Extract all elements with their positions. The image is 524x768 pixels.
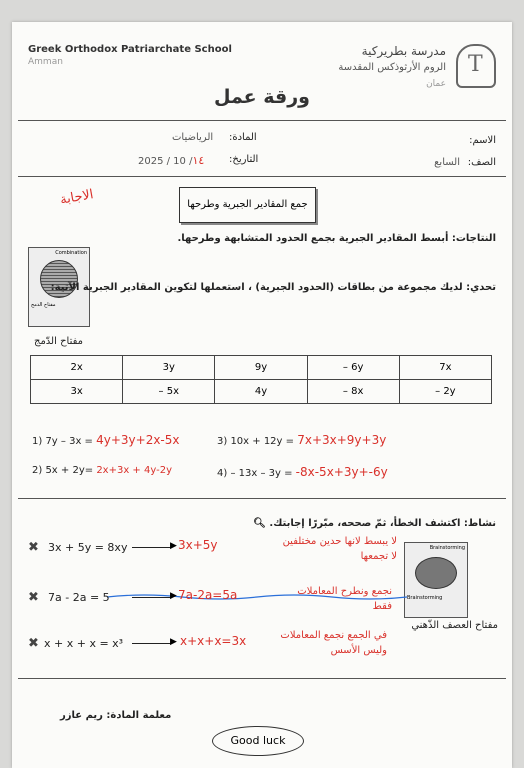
answer-note: الاجابة: [58, 187, 95, 208]
school-name-ar-2: الروم الأرثوذكس المقدسة: [338, 62, 446, 73]
terms-table: [30, 355, 492, 404]
cross-icon: ✖: [28, 636, 39, 651]
name-label: الاسم:: [469, 135, 496, 146]
equation-3: 3) 10x + 12y = 7x+3x+9y+3y: [217, 433, 387, 447]
city-ar: عمان: [426, 79, 446, 89]
brainstorm-card: [404, 542, 468, 618]
table-cell: 3x: [31, 380, 123, 404]
challenge-text: تحدي: لديك مجموعة من بطاقات (الحدود الجبرية) ، استعملها لتكوين المقادير الجبرية الآتية:: [50, 282, 496, 293]
table-cell: – 6y: [307, 356, 399, 380]
answer-2: 2x+3x + 4y-2y: [96, 465, 172, 476]
subject-label: المادة:: [229, 132, 257, 143]
table-cell: 3y: [123, 356, 215, 380]
answer-1: 4y+3y+2x-5x: [96, 433, 180, 447]
correction-3: x+x+x=3x: [180, 634, 247, 648]
answer-4: -8x-5x+3y+-6y: [295, 465, 388, 479]
wrong-statement-2: 7a - 2a = 5: [48, 591, 110, 604]
brain-icon: [415, 557, 457, 589]
reason-2: نجمع ونطرح المعاملات فقط: [297, 586, 392, 612]
class-label: الصف:: [467, 157, 496, 168]
date-day: ١٤: [192, 154, 205, 167]
good-luck-bubble: Good luck: [212, 726, 304, 756]
divider: [18, 678, 506, 679]
table-cell: 9y: [215, 356, 307, 380]
table-cell: – 5x: [123, 380, 215, 404]
wrong-statement-3: x + x + x = x³: [44, 637, 124, 650]
school-name-ar: مدرسة بطريركية: [361, 44, 446, 58]
class-value: السابع: [434, 157, 460, 168]
brain-label: مفتاح العصف الذّهني: [411, 620, 498, 631]
arrow-line: [132, 547, 172, 548]
card-caption-bottom: Brainstorming: [407, 595, 443, 601]
cross-icon: ✖: [28, 590, 39, 605]
card-caption: Brainstorming: [429, 545, 465, 551]
equation-2: 2) 5x + 2y= 2x+3x + 4y-2y: [32, 465, 172, 476]
teacher-name: معلمة المادة: ريم عازر: [60, 710, 172, 721]
reason-3: في الجمع نجمع المعاملات وليس الأسس: [280, 630, 387, 656]
city-en: Amman: [28, 57, 63, 67]
card-caption-bottom: مفتاح الدمج: [31, 302, 56, 308]
wrong-statement-1: 3x + 5y = 8xy: [48, 541, 128, 554]
lesson-title-box: جمع المقادير الجبرية وطرحها: [179, 187, 316, 223]
date-label: التاريخ:: [229, 154, 259, 165]
magnifier-icon: 🔍︎: [253, 518, 266, 529]
equation-4: 4) – 13x – 3y = -8x-5x+3y+-6y: [217, 465, 388, 479]
arrow-line: [132, 597, 172, 598]
table-cell: 4y: [215, 380, 307, 404]
answer-3: 7x+3x+9y+3y: [297, 433, 387, 447]
divider: [18, 120, 506, 121]
arrow-head-icon: ▶: [170, 637, 177, 647]
reason-1: لا يبسط لانها حدين مختلفين لا تجمعها: [282, 536, 397, 562]
arrow-head-icon: ▶: [170, 541, 177, 551]
correction-1: 3x+5y: [178, 538, 218, 552]
subject-value: الرياضيات: [172, 132, 214, 143]
correction-2: 7a-2a=5a: [178, 588, 238, 602]
divider: [18, 176, 506, 177]
key-label: مفتاح الدّمج: [34, 336, 83, 347]
school-name-en: Greek Orthodox Patriarchate School: [28, 44, 232, 55]
outcomes-text: النتاجات: أبسط المقادير الجبرية بجمع الحدود المتشابهة وطرحها.: [177, 233, 496, 244]
table-row: [31, 356, 492, 380]
cross-icon: ✖: [28, 540, 39, 555]
table-cell: 7x: [399, 356, 491, 380]
table-cell: – 2y: [399, 380, 491, 404]
table-cell: 2x: [31, 356, 123, 380]
activity-title: نشاط: اكتشف الخطأ، ثمّ صححه، مبّررًا إجابتك. 🔍︎: [253, 518, 496, 529]
date-value: 2025 / 10 /١٤: [138, 154, 205, 167]
arrow-head-icon: ▶: [170, 591, 177, 601]
table-cell: – 8x: [307, 380, 399, 404]
worksheet-page: [12, 22, 512, 768]
page-title: ورقة عمل: [213, 86, 310, 108]
divider: [18, 498, 506, 499]
table-row: [31, 380, 492, 404]
school-logo-icon: [456, 44, 496, 88]
equation-1: 1) 7y – 3x = 4y+3y+2x-5x: [32, 433, 180, 447]
arrow-line: [132, 643, 172, 644]
card-caption: Combination: [55, 250, 87, 256]
